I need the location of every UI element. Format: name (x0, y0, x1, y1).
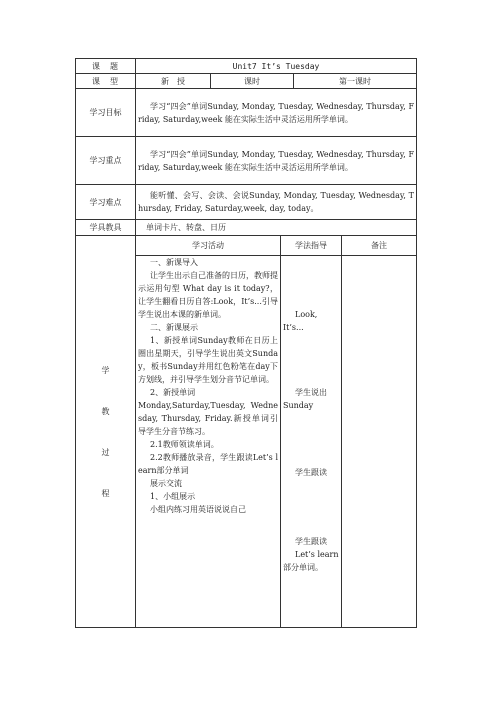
key-points-text: 学习“四会”单词Sunday, Monday, Tuesday, Wednesday, Thursday, Friday, Saturday,week 能在实际生活中灵活运用所学单词。 (136, 137, 417, 185)
activity-line: Monday,Saturday,Tuesday, Wednesday, Thursday, Friday.新授单词引导学生分音节练习。 (138, 401, 278, 436)
row-goals (76, 89, 417, 137)
subject-value: Unit7 It’s Tuesday (136, 59, 417, 74)
guide-item: Let’s learn部分单词。 (283, 550, 339, 572)
guide-content (281, 256, 342, 628)
row-difficulties (76, 185, 417, 220)
process-char-2: 教 (101, 406, 110, 416)
key-points-label: 学习重点 (76, 137, 136, 185)
hours-value: 第一课时 (294, 74, 417, 89)
goals-label: 学习目标 (76, 89, 136, 137)
tools-label: 学具教具 (76, 220, 136, 236)
activity-line: 二、新课展示 (150, 323, 198, 332)
activity-line: 1、小组展示 (150, 492, 196, 501)
row-key-points (76, 137, 417, 185)
process-char-4: 程 (101, 488, 110, 498)
process-vertical-label (76, 236, 136, 628)
process-char-1: 学 (101, 365, 110, 375)
guide-column-header: 学法指导 (281, 236, 342, 256)
process-char-3: 过 (101, 447, 110, 457)
activity-line: 2、新授单词 (150, 388, 196, 397)
guide-item: 学生跟读 (295, 468, 327, 477)
activity-line: 2.1教师领读单词。 (150, 440, 219, 449)
row-subject (76, 59, 417, 74)
notes-content (342, 256, 417, 628)
tools-text: 单词卡片、转盘、日历 (136, 220, 417, 236)
guide-item: Look, It’s... (283, 310, 318, 332)
activity-line: 1、新授单词Sunday教师在日历上圈出星期天，引导学生说出英文Sunday，板书Sunday并用红色粉笔在day下方划线，并引导学生划分音节记单词。 (138, 336, 278, 384)
lesson-plan-table (75, 58, 417, 628)
hours-label: 课时 (211, 74, 294, 89)
row-process-header (76, 236, 417, 256)
subject-label: 课 题 (76, 59, 136, 74)
activity-line: 一、新课导入 (150, 258, 198, 267)
activity-line: 2.2教师播放录音，学生跟读Let’s learn部分单词 (138, 453, 278, 475)
activity-line: 小组内练习用英语说说自己 (150, 505, 246, 514)
guide-item: 学生说出Sunday (283, 388, 327, 410)
notes-column-header: 备注 (342, 236, 417, 256)
activity-column-header: 学习活动 (136, 236, 281, 256)
guide-item: 学生跟读 (295, 537, 327, 546)
row-tools (76, 220, 417, 236)
difficulties-label: 学习难点 (76, 185, 136, 220)
type-label: 课 型 (76, 74, 136, 89)
activity-line: 展示交流 (150, 479, 182, 488)
goals-text: 学习“四会”单词Sunday, Monday, Tuesday, Wednesday, Thursday, Friday, Saturday,week 能在实际生活中灵活运用所学单词。 (136, 89, 417, 137)
activity-content (136, 256, 281, 628)
row-type (76, 74, 417, 89)
activity-line: 让学生出示自己准备的日历，教师提示运用句型 What day is it today?，让学生翻看日历自答:Look，It’s...引导学生说出本课的新单词。 (138, 271, 278, 319)
type-value: 新 授 (136, 74, 211, 89)
difficulties-text: 能听懂、会写、会读、会说Sunday, Monday, Tuesday, Wednesday, Thursday, Friday, Saturday,week, day, today。 (136, 185, 417, 220)
